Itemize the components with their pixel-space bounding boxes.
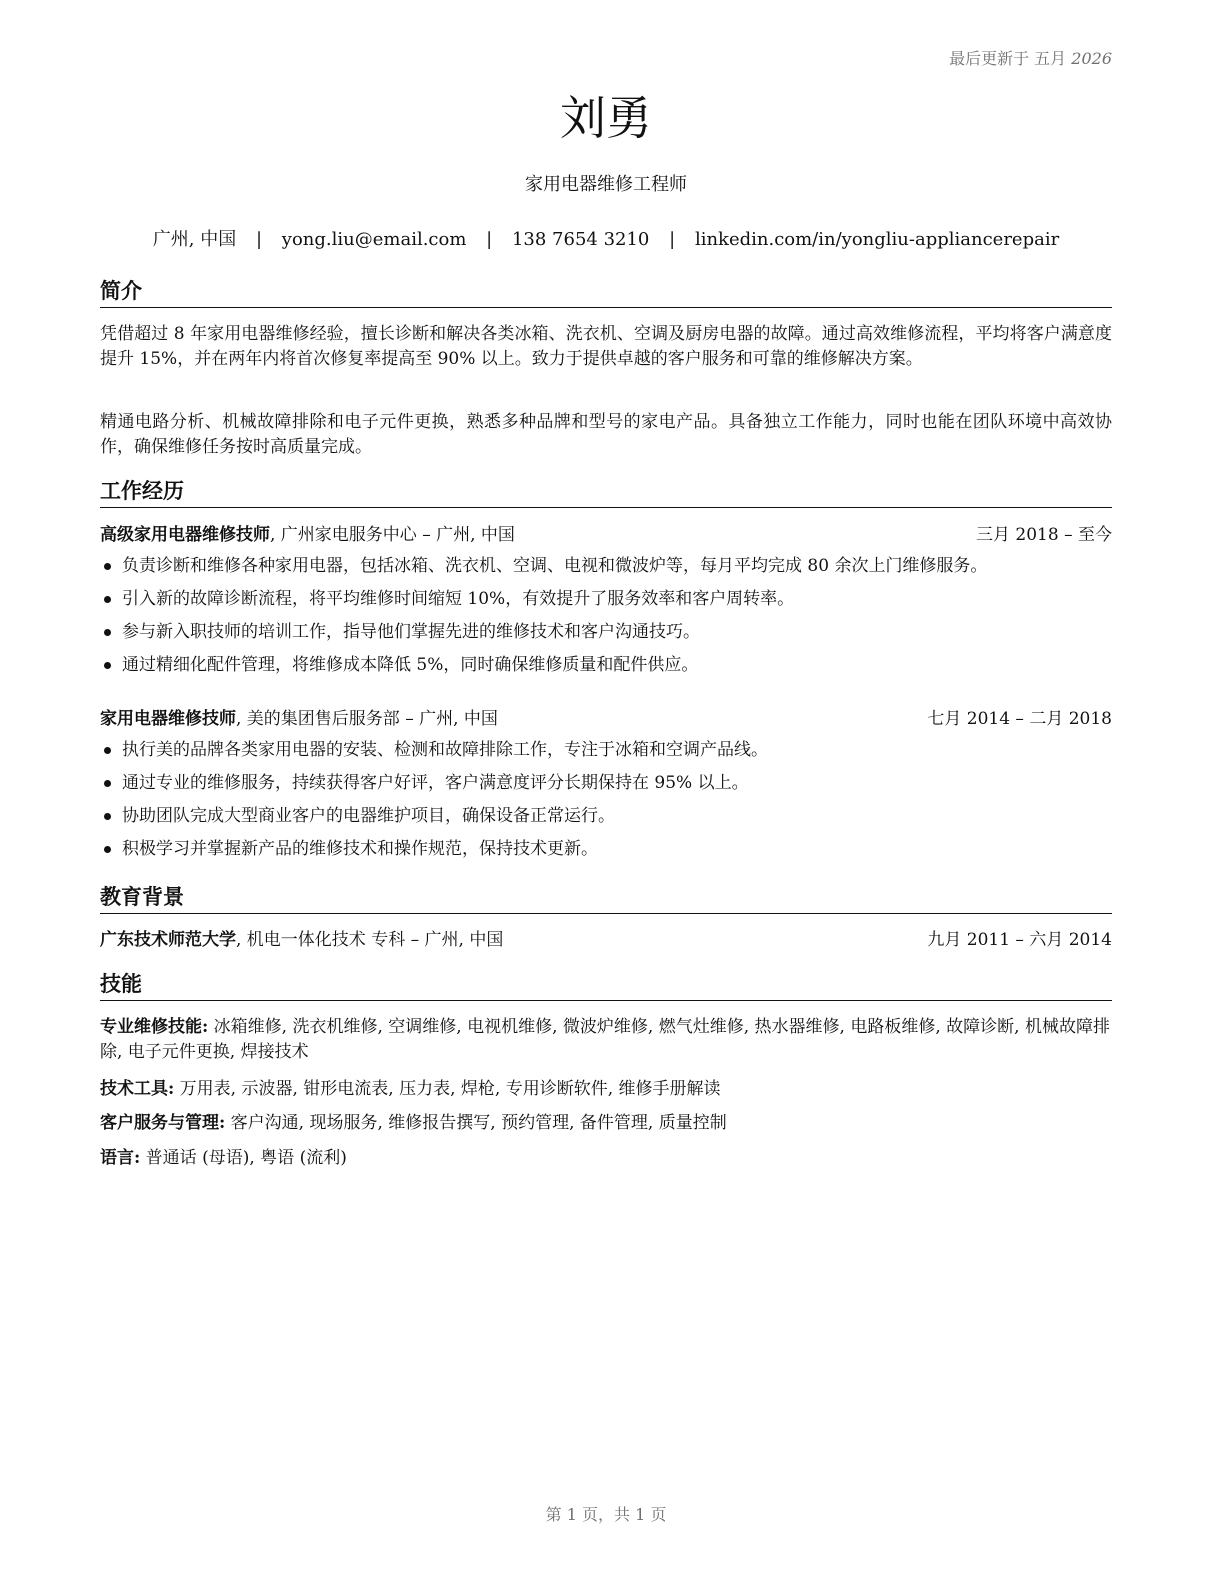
skill-label: 客户服务与管理: bbox=[100, 1113, 226, 1133]
skill-line bbox=[100, 1015, 1112, 1065]
skill-line bbox=[100, 1077, 1112, 1102]
skill-label: 语言: bbox=[100, 1148, 141, 1168]
contact-separator: | bbox=[669, 229, 676, 250]
skill-value: 普通话 (母语), 粤语 (流利) bbox=[140, 1148, 347, 1168]
skill-label: 技术工具: bbox=[100, 1079, 175, 1099]
list-item: 参与新入职技师的培训工作，指导他们掌握先进的维修技术和客户沟通技巧。 bbox=[100, 620, 1112, 645]
list-item: 协助团队完成大型商业客户的电器维护项目，确保设备正常运行。 bbox=[100, 804, 1112, 829]
contact-email[interactable]: yong.liu@email.com bbox=[281, 229, 467, 250]
job-dates: 七月 2014 – 二月 2018 bbox=[927, 709, 1112, 729]
list-item: 引入新的故障诊断流程，将平均维修时间缩短 10%，有效提升了服务效率和客户周转率。 bbox=[100, 587, 1112, 612]
summary-paragraph: 凭借超过 8 年家用电器维修经验，擅长诊断和解决各类冰箱、洗衣机、空调及厨房电器的故障。通过高效维修流程，平均将客户满意度提升 15%，并在两年内将首次修复率提高至 90% 以上。致力于提供卓越的客户服务和可靠的维修解决方案。 bbox=[100, 324, 1112, 369]
skill-line bbox=[100, 1111, 1112, 1136]
job-company: , 美的集团售后服务部 – 广州, 中国 bbox=[236, 709, 498, 729]
person-name: 刘勇 bbox=[560, 91, 652, 145]
list-item: 执行美的品牌各类家用电器的安装、检测和故障排除工作，专注于冰箱和空调产品线。 bbox=[100, 738, 1112, 763]
last-updated-label: 最后更新于 五月 bbox=[949, 49, 1067, 68]
skill-value: 冰箱维修, 洗衣机维修, 空调维修, 电视机维修, 微波炉维修, 燃气灶维修, 热水器维修, 电路板维修, 故障诊断, 机械故障排除, 电子元件更换, 焊接技术 bbox=[100, 1017, 1110, 1062]
list-item: 通过精细化配件管理，将维修成本降低 5%，同时确保维修质量和配件供应。 bbox=[100, 653, 1112, 678]
section-heading-skills: 技能 bbox=[100, 970, 1112, 1001]
list-item: 通过专业的维修服务，持续获得客户好评，客户满意度评分长期保持在 95% 以上。 bbox=[100, 771, 1112, 796]
contact-line bbox=[100, 225, 1112, 251]
list-item: 积极学习并掌握新产品的维修技术和操作规范，保持技术更新。 bbox=[100, 837, 1112, 862]
skill-value: 客户沟通, 现场服务, 维修报告撰写, 预约管理, 备件管理, 质量控制 bbox=[225, 1113, 727, 1133]
contact-phone: 138 7654 3210 bbox=[511, 229, 650, 250]
education-detail: , 机电一体化技术 专科 – 广州, 中国 bbox=[236, 930, 504, 950]
contact-separator: | bbox=[486, 229, 493, 250]
job-dates: 三月 2018 – 至今 bbox=[976, 525, 1112, 545]
resume-page bbox=[100, 0, 1112, 1584]
school-name: 广东技术师范大学 bbox=[100, 930, 236, 950]
job-header bbox=[100, 523, 1112, 548]
last-updated bbox=[949, 46, 1112, 69]
page-number: 第 1 页，共 1 页 bbox=[545, 1505, 667, 1524]
education-dates: 九月 2011 – 六月 2014 bbox=[927, 930, 1112, 950]
job-header bbox=[100, 707, 1112, 732]
job-role: 家用电器维修技师 bbox=[100, 709, 236, 729]
skill-line bbox=[100, 1146, 1112, 1171]
summary-paragraph: 精通电路分析、机械故障排除和电子元件更换，熟悉多种品牌和型号的家电产品。具备独立工作能力，同时也能在团队环境中高效协作，确保维修任务按时高质量完成。 bbox=[100, 412, 1112, 457]
contact-linkedin[interactable]: linkedin.com/in/yongliu-appliancerepair bbox=[694, 229, 1060, 250]
job-title: 家用电器维修工程师 bbox=[525, 174, 687, 195]
education-entry bbox=[100, 928, 1112, 953]
last-updated-year: 2026 bbox=[1071, 49, 1112, 68]
job-bullets bbox=[100, 738, 1112, 870]
contact-location: 广州, 中国 bbox=[152, 229, 237, 250]
skill-value: 万用表, 示波器, 钳形电流表, 压力表, 焊枪, 专用诊断软件, 维修手册解读 bbox=[174, 1079, 721, 1099]
list-item: 负责诊断和维修各种家用电器，包括冰箱、洗衣机、空调、电视和微波炉等，每月平均完成 80 余次上门维修服务。 bbox=[100, 554, 1112, 579]
section-heading-experience: 工作经历 bbox=[100, 477, 1112, 508]
job-company: , 广州家电服务中心 – 广州, 中国 bbox=[270, 525, 515, 545]
skill-label: 专业维修技能: bbox=[100, 1017, 209, 1037]
section-heading-education: 教育背景 bbox=[100, 883, 1112, 914]
contact-separator: | bbox=[255, 229, 263, 250]
section-heading-summary: 简介 bbox=[100, 277, 1112, 308]
job-bullets bbox=[100, 554, 1112, 686]
job-role: 高级家用电器维修技师 bbox=[100, 525, 270, 545]
